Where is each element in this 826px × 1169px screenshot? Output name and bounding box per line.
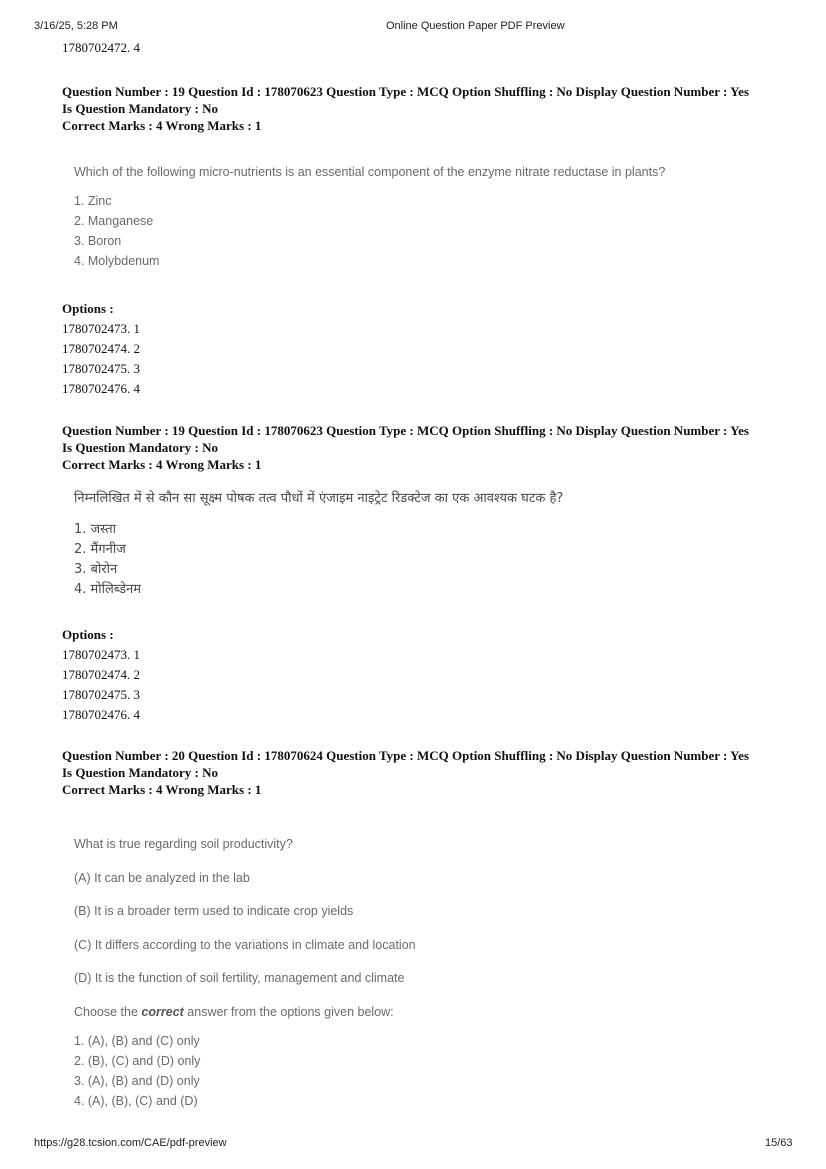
- option-line: 1780702476. 4: [62, 707, 140, 722]
- option-line: 1780702475. 3: [62, 361, 140, 376]
- question-meta-line: Question Number : 19 Question Id : 178070623 Question Type : MCQ Option Shuffling : No Display Question Number : Yes: [62, 84, 749, 99]
- choice: 2. (B), (C) and (D) only: [74, 1054, 201, 1068]
- statement: (C) It differs according to the variations in climate and location: [74, 937, 416, 952]
- question-meta-2: [62, 422, 782, 473]
- question-mandatory: Is Question Mandatory : No: [62, 101, 219, 116]
- option-line: 1780702475. 3: [62, 687, 140, 702]
- choice: 3. बोरोन: [74, 562, 118, 577]
- choice: 3. (A), (B) and (D) only: [74, 1074, 200, 1088]
- options-label: Options :: [62, 627, 114, 642]
- question-text: What is true regarding soil productivity?: [74, 837, 293, 851]
- question-mandatory: Is Question Mandatory : No: [62, 765, 219, 780]
- choice: 4. (A), (B), (C) and (D): [74, 1094, 198, 1108]
- question-marks: Correct Marks : 4 Wrong Marks : 1: [62, 118, 262, 133]
- question-marks: Correct Marks : 4 Wrong Marks : 1: [62, 782, 262, 797]
- choice: 1. Zinc: [74, 194, 112, 208]
- question-text: Which of the following micro-nutrients is an essential component of the enzyme nitrate reductase in plants?: [74, 165, 666, 179]
- option-line: 1780702473. 1: [62, 647, 140, 662]
- choice: 2. Manganese: [74, 214, 154, 228]
- question-meta-1: [62, 83, 782, 134]
- question-marks: Correct Marks : 4 Wrong Marks : 1: [62, 457, 262, 472]
- question-meta-line: Question Number : 20 Question Id : 178070624 Question Type : MCQ Option Shuffling : No Display Question Number : Yes: [62, 748, 749, 763]
- page-url: https://g28.tcsion.com/CAE/pdf-preview: [34, 1137, 227, 1149]
- choice: 4. मोलिब्डेनम: [74, 582, 142, 597]
- option-line: 1780702474. 2: [62, 341, 140, 356]
- question-meta-line: Question Number : 19 Question Id : 178070623 Question Type : MCQ Option Shuffling : No Display Question Number : Yes: [62, 423, 749, 438]
- question-image-2: [74, 488, 563, 600]
- question-mandatory: Is Question Mandatory : No: [62, 440, 219, 455]
- question-text: निम्नलिखित में से कौन सा सूक्ष्म पोषक तत्व पौधों में एंजाइम नाइट्रेट रिडक्टेज का एक आवश्यक घटक है?: [74, 491, 564, 506]
- statement: (D) It is the function of soil fertility, management and climate: [74, 971, 405, 985]
- option-line: 1780702473. 1: [62, 321, 140, 336]
- choice: 3. Boron: [74, 234, 122, 248]
- option-line: 1780702476. 4: [62, 381, 140, 396]
- statement: (A) It can be analyzed in the lab: [74, 870, 250, 885]
- option-line: 1780702472. 4: [62, 40, 140, 55]
- options-list-2: [62, 626, 782, 725]
- question-image-3: [74, 828, 416, 1111]
- choice: 2. मैंगनीज: [74, 542, 126, 557]
- page-header-title: Online Question Paper PDF Preview: [386, 20, 565, 32]
- options-list-1: [62, 300, 782, 399]
- instruction: Choose the correct answer from the options given below:: [74, 1004, 394, 1019]
- options-label: Options :: [62, 301, 114, 316]
- choice: 4. Molybdenum: [74, 254, 160, 268]
- question-image-1: [74, 165, 665, 271]
- option-line: 1780702474. 2: [62, 667, 140, 682]
- choice: 1. जस्ता: [74, 522, 117, 537]
- statement: (B) It is a broader term used to indicate crop yields: [74, 904, 354, 918]
- question-meta-3: [62, 747, 782, 798]
- print-datetime: 3/16/25, 5:28 PM: [34, 20, 118, 32]
- choice: 1. (A), (B) and (C) only: [74, 1034, 200, 1048]
- page-number: 15/63: [765, 1137, 793, 1149]
